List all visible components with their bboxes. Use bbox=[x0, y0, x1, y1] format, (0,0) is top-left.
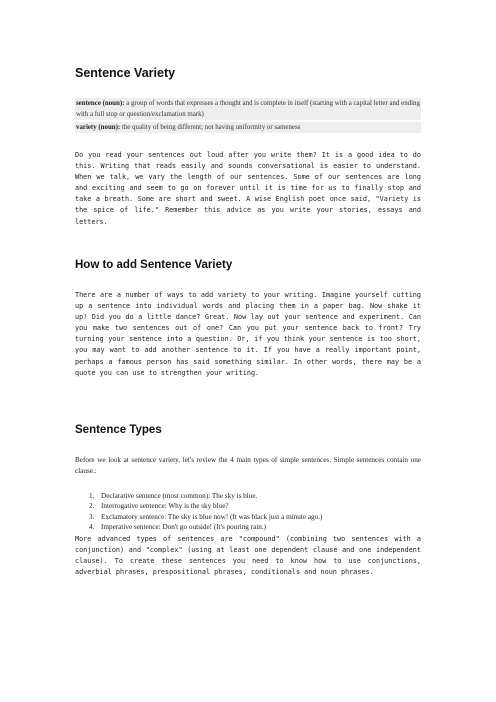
page-title: Sentence Variety bbox=[75, 66, 176, 80]
definition-sentence bbox=[75, 98, 421, 120]
definition-text: the quality of being different; not having uniformity or sameness bbox=[120, 124, 301, 131]
definition-term: sentence (noun): bbox=[76, 100, 125, 107]
list-number: 3. bbox=[89, 512, 95, 521]
section-heading-how: How to add Sentence Variety bbox=[75, 259, 233, 271]
definitions-box bbox=[75, 98, 421, 133]
intro-paragraph: Do you read your sentences out loud after you write them? It is a good idea to do this. Writing that reads easily and sounds conversational is easier to understand. When we talk, we vary the length of our sentences. Some of our sentences are long and exciting and seem to go on forever until it is time for us to finally stop and take a breath. Some are short and sweet. A wise English poet once said, "Variety is the spice of life." Remember this advice as you write your stories, essays and letters. bbox=[75, 151, 421, 226]
advanced-types-paragraph: More advanced types of sentences are "compound" (combining two sentences with a conjunction) and "complex" (using at least one dependent clause and one independent clause). To create these sentences you need to know how to use conjunctions, adverbial phrases, prespositional phrases, conditionals and noun phrases. bbox=[75, 535, 421, 577]
list-item bbox=[89, 512, 322, 522]
definition-variety bbox=[75, 122, 421, 133]
how-paragraph: There are a number of ways to add variety to your writing. Imagine yourself cutting up a sentence into individual words and placing them in a paper bag. Now shake it up! Did you do a little dance? Great. Now lay out your sentence and experiment. Can you make two sentences out of one? Can you put your sentence back to front? Try turning your sentence into a question. Or, if you think your sentence is too short, you may want to add another sentence to it. If you have a really important point, perhaps a famous person has said something similar. In other words, there may be a quote you can use to strengthen your writing. bbox=[75, 291, 421, 377]
definition-term: variety (noun): bbox=[76, 124, 121, 131]
list-item bbox=[89, 491, 322, 501]
types-intro-paragraph: Before we look at sentence variety, let's review the 4 main types of simple sentences. Simple sentences contain one clause.: bbox=[75, 456, 421, 475]
list-item bbox=[89, 501, 322, 511]
list-item-text: Interrogative sentence: Why is the sky blue? bbox=[101, 502, 229, 511]
section-heading-types: Sentence Types bbox=[75, 424, 162, 436]
list-item bbox=[89, 522, 322, 532]
list-item-text: Declarative sentence (most common): The sky is blue. bbox=[101, 492, 258, 500]
list-item-text: Exclamatory sentence: The sky is blue now! (It was black just a minute ago.) bbox=[101, 512, 323, 521]
list-number: 1. bbox=[89, 492, 95, 500]
list-number: 4. bbox=[89, 523, 95, 532]
list-item-text: Imperative sentence: Don't go outside! (It's pouring rain.) bbox=[101, 523, 267, 532]
sentence-types-list bbox=[89, 491, 322, 533]
definition-text: a group of words that expresses a thought and is complete in itself (starting with a capital letter and ending with a full stop or question/exclamation mark) bbox=[76, 100, 420, 118]
list-number: 2. bbox=[89, 502, 95, 511]
